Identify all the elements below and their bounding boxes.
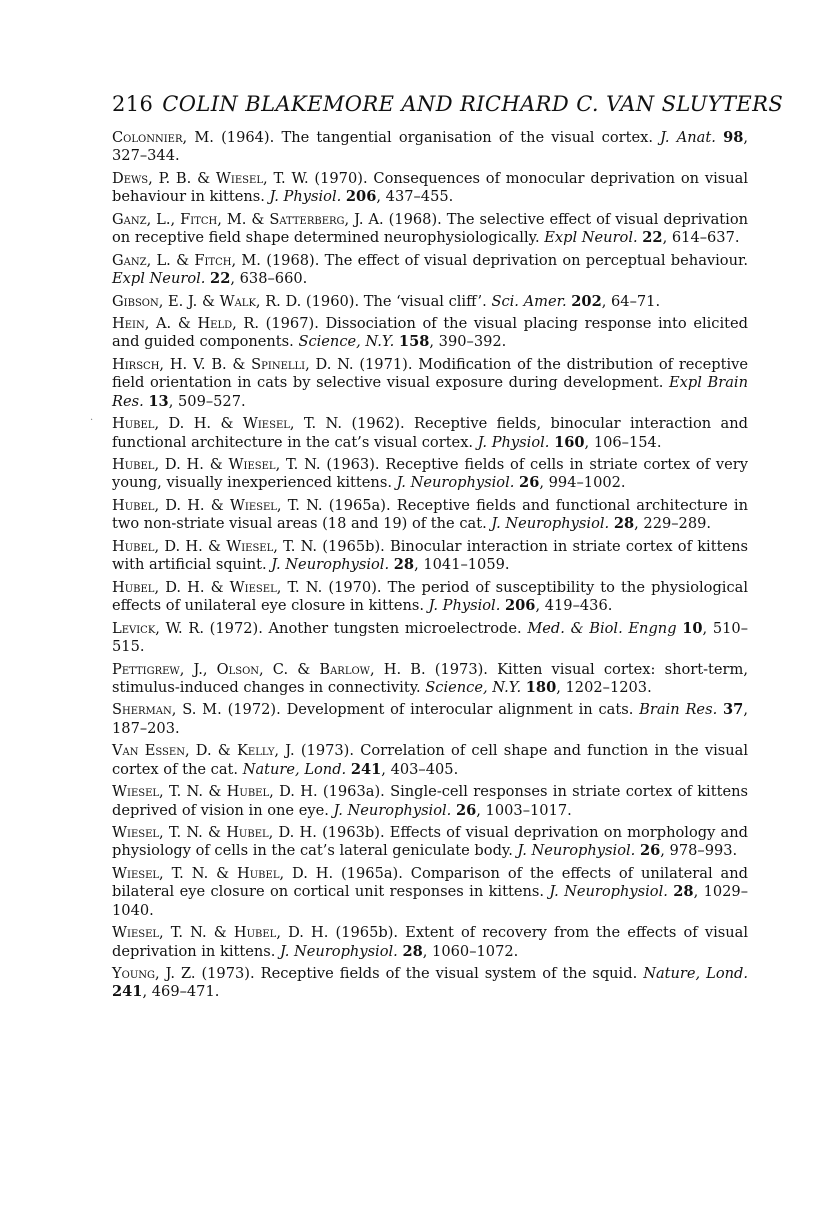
reference-authors: Sherman, S. M. [112,701,222,719]
reference-journal: J. Neurophysiol. [396,474,515,492]
reference-text: (1963). Receptive fields of cells in striate cortex of very young, visually inexperienced kittens. [112,456,748,492]
reference-entry [112,252,748,289]
reference-authors: Hubel, D. H. & Wiesel, T. N. [112,415,343,433]
reference-authors: Hubel, D. H. & Wiesel, T. N. [112,537,318,555]
reference-text: (1970). Consequences of monocular deprivation on visual behaviour in kittens. [112,169,749,206]
reference-authors: Hubel, D. H. & Wiesel, T. N. [112,456,321,474]
reference-journal: Nature, Lond. [643,965,749,983]
reference-journal: J. Neurophysiol. [491,515,610,533]
reference-volume: 98 [723,129,744,146]
reference-journal: J. Neurophysiol. [517,842,636,860]
reference-pages: , 419–436. [535,597,613,615]
reference-volume: 37 [723,701,744,719]
reference-text: (1967). Dissociation of the visual placing response into elicited and guided components. [112,315,748,351]
running-head-authors: COLIN BLAKEMORE AND RICHARD C. VAN SLUYTERS [162,92,784,116]
reference-journal: Expl Neurol. [112,269,206,287]
reference-text: (1965a). Comparison of the effects of unilateral and bilateral eye closure on cortical unit responses in kittens. [112,865,748,901]
reference-entry [112,865,748,920]
reference-entry [112,415,748,452]
reference-volume: 26 [519,474,540,492]
reference-journal: Sci. Amer. [491,292,567,310]
reference-journal: Science, N.Y. [425,678,522,696]
reference-authors: Wiesel, T. N. & Hubel, D. H. [112,865,334,883]
reference-journal: Nature, Lond. [242,760,347,778]
reference-text: (1963a). Single-cell responses in striate cortex of kittens deprived of vision in one eye. [112,783,748,819]
reference-volume: 22 [210,269,231,287]
reference-pages: , 229–289. [634,515,712,533]
reference-pages: , 403–405. [381,760,459,778]
reference-pages: , 510–515. [112,619,749,655]
reference-journal: Expl Neurol. [544,229,638,247]
reference-journal: J. Physiol. [269,188,342,206]
reference-volume: 202 [571,292,602,310]
reference-text: (1970). The period of susceptibility to the physiological effects of unilateral eye closure in kittens. [112,578,748,615]
reference-entry [112,924,748,961]
reference-spacer [716,129,723,146]
reference-entry [112,824,748,861]
reference-journal: J. Neurophysiol. [549,883,668,901]
reference-text: (1964). The tangential organisation of the visual cortex. [213,129,661,146]
reference-journal: Science, N.Y. [298,333,395,351]
reference-journal: J. Physiol. [477,433,550,451]
reference-entry [112,965,748,1002]
reference-text: (1968). The selective effect of visual deprivation on receptive field shape determined neurophysiologically. [112,210,749,247]
reference-entry [112,701,748,738]
reference-pages: , 106–154. [584,433,662,451]
reference-authors: Levick, W. R. [112,619,204,637]
reference-volume: 158 [398,333,430,351]
reference-authors: Colonnier, M. [112,129,214,146]
reference-authors: Young, J. Z. [112,965,196,983]
reference-pages: , 509–527. [168,392,246,410]
reference-journal: J. Anat. [660,129,716,146]
reference-pages: , 437–455. [376,188,454,206]
reference-entry [112,293,748,311]
reference-authors: Hein, A. & Held, R. [112,315,260,333]
reference-entry [112,620,748,657]
reference-entry [112,129,748,166]
reference-authors: Wiesel, T. N. & Hubel, D. H. [112,924,329,942]
reference-text: (1973). Correlation of cell shape and function in the visual cortex of the cat. [112,742,749,778]
reference-entry [112,170,748,207]
reference-pages: , 1029–1040. [112,883,749,919]
reference-volume: 26 [639,842,661,860]
reference-journal: J. Neurophysiol. [280,942,398,960]
reference-text: (1972). Another tungsten microelectrode. [204,619,528,637]
reference-volume: 241 [350,760,382,778]
reference-text: (1971). Modification of the distribution of receptive field orientation in cats by selective visual exposure during development. [112,356,748,392]
reference-entry [112,742,748,779]
reference-text: (1965b). Binocular interaction in striate cortex of kittens with artificial squint. [112,537,748,574]
reference-entry [112,211,748,248]
reference-volume: 26 [455,801,477,819]
reference-volume: 28 [402,942,423,960]
page-number: 216 [112,92,154,116]
reference-text: (1973). Kitten visual cortex: short-term, stimulus-induced changes in connectivity. [112,660,748,696]
reference-authors: Wiesel, T. N. & Hubel, D. H. [112,824,317,842]
reference-volume: 10 [682,619,703,637]
reference-pages: , 1202–1203. [556,678,652,696]
reference-text: (1968). The effect of visual deprivation on perceptual behaviour. [260,251,748,269]
running-header [112,92,784,122]
reference-pages: , 64–71. [601,292,661,310]
reference-volume: 206 [345,188,377,206]
reference-text: (1963b). Effects of visual deprivation on morphology and physiology of cells in the cat’s lateral geniculate body. [112,824,748,860]
reference-entry [112,456,748,493]
reference-pages: , 187–203. [112,701,748,737]
reference-entry [112,661,748,698]
reference-authors: Hubel, D. H. & Wiesel, T. N. [112,578,323,596]
reference-volume: 13 [148,392,169,410]
reference-pages: , 978–993. [660,842,738,860]
reference-journal: Brain Res. [639,701,718,719]
reference-authors: Wiesel, T. N. & Hubel, D. H. [112,783,318,801]
reference-journal: J. Physiol. [428,597,501,615]
reference-text: (1960). The ‘visual cliff’. [301,292,492,310]
reference-pages: , 1060–1072. [422,942,519,960]
reference-authors: Hubel, D. H. & Wiesel, T. N. [112,497,323,515]
reference-list [112,129,748,1006]
reference-volume: 180 [525,678,557,696]
margin-mark: · [90,415,94,426]
reference-entry [112,579,748,616]
reference-volume: 206 [504,597,536,615]
reference-pages: , 327–344. [112,129,749,165]
reference-volume: 28 [393,556,415,574]
reference-entry [112,356,748,411]
reference-text: (1972). Development of interocular alignment in cats. [221,701,640,719]
reference-text: (1962). Receptive fields, binocular interaction and functional architecture in the cat’s visual cortex. [112,415,748,451]
reference-pages: , 994–1002. [539,474,626,492]
reference-authors: Hirsch, H. V. B. & Spinelli, D. N. [112,356,354,374]
reference-authors: Ganz, L. & Fitch, M. [112,251,261,269]
reference-entry [112,315,748,352]
reference-pages: , 638–660. [230,269,308,287]
reference-text: (1973). Receptive fields of the visual system of the squid. [195,965,644,983]
reference-volume: 28 [673,883,694,901]
reference-text: (1965b). Extent of recovery from the effects of visual deprivation in kittens. [112,924,748,960]
reference-volume: 22 [642,229,663,247]
reference-pages: , 1041–1059. [414,556,510,574]
reference-volume: 28 [613,515,635,533]
reference-journal: Expl Brain Res. [112,374,748,410]
reference-entry [112,538,748,575]
reference-journal: J. Neurophysiol. [271,556,390,574]
reference-volume: 160 [554,433,585,451]
reference-authors: Pettigrew, J., Olson, C. & Barlow, H. B. [112,660,426,678]
reference-authors: Van Essen, D. & Kelly, J. [112,742,295,760]
reference-journal: J. Neurophysiol. [333,801,452,819]
reference-entry [112,783,748,820]
reference-text: (1965a). Receptive fields and functional architecture in two non-striate visual areas (18 and 19) of the cat. [112,497,748,533]
reference-entry [112,497,748,534]
reference-authors: Dews, P. B. & Wiesel, T. W. [112,169,309,187]
reference-pages: , 390–392. [429,333,507,351]
reference-pages: , 469–471. [142,983,220,1001]
reference-journal: Med. & Biol. Engng [527,619,677,637]
reference-authors: Ganz, L., Fitch, M. & Satterberg, J. A. [112,210,384,228]
reference-authors: Gibson, E. J. & Walk, R. D. [112,292,302,310]
reference-volume: 241 [112,983,143,1001]
reference-pages: , 614–637. [662,229,740,247]
reference-pages: , 1003–1017. [476,801,572,819]
